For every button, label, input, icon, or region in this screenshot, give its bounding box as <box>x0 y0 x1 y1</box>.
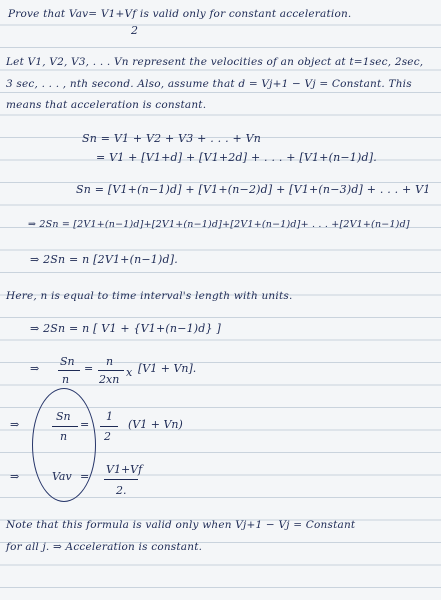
intro-line-1: Let V1, V2, V3, . . . Vn represent the velocities of an object at t=1sec, 2sec, <box>6 56 424 68</box>
step2-right-numerator: 1 <box>106 410 113 423</box>
step1-bracket: [V1 + Vn]. <box>138 362 197 375</box>
step2-right-denominator: 2 <box>104 430 111 443</box>
step3-right-bar <box>104 479 138 480</box>
step2-bracket: (V1 + Vn) <box>128 418 183 431</box>
step1-right-bar <box>98 370 124 371</box>
sum-definition: Sn = V1 + V2 + V3 + . . . + Vn <box>82 132 262 145</box>
step1-right-denominator: 2xn <box>99 373 120 386</box>
sum-reversed: Sn = [V1+(n−1)d] + [V1+(n−2)d] + [V1+(n−3)d] + . . . + V1 <box>76 183 431 196</box>
step2-right-bar <box>100 426 118 427</box>
step1-times: x <box>126 366 133 379</box>
step3-equals: = <box>80 470 90 483</box>
note-n-definition: Here, n is equal to time interval's length with units. <box>6 290 293 302</box>
step1-arrow: ⇒ <box>30 362 40 375</box>
step1-left-numerator: Sn <box>60 355 75 368</box>
step3-arrow: ⇒ <box>10 470 20 483</box>
double-sum-result: ⇒ 2Sn = n [2V1+(n−1)d]. <box>30 253 178 266</box>
title-line: Prove that Vav= V1+Vf is valid only for constant acceleration. <box>8 8 352 20</box>
step2-left-denominator: n <box>60 430 68 443</box>
conclusion-line-2: for all j. ⇒ Acceleration is constant. <box>6 541 203 553</box>
hand-drawn-circle <box>32 388 96 502</box>
step3-left: Vav <box>52 470 72 483</box>
step2-arrow: ⇒ <box>10 418 20 431</box>
step3-right-denominator: 2. <box>116 484 127 497</box>
title-fraction-denominator: 2 <box>131 24 138 37</box>
sum-expanded: = V1 + [V1+d] + [V1+2d] + . . . + [V1+(n−1)d]. <box>96 151 377 164</box>
double-sum-rewritten: ⇒ 2Sn = n [ V1 + {V1+(n−1)d} ] <box>30 322 221 335</box>
intro-line-2: 3 sec, . . . , nth second. Also, assume that d = Vj+1 − Vj = Constant. This <box>6 78 412 90</box>
step1-left-denominator: n <box>62 373 70 386</box>
step1-equals: = <box>84 362 94 375</box>
intro-line-3: means that acceleration is constant. <box>6 99 207 111</box>
conclusion-line-1: Note that this formula is valid only when Vj+1 − Vj = Constant <box>6 519 356 531</box>
step1-right-numerator: n <box>106 355 114 368</box>
step3-right-numerator: V1+Vf <box>106 463 143 476</box>
step2-left-numerator: Sn <box>56 410 71 423</box>
step2-equals: = <box>80 418 90 431</box>
step1-left-bar <box>58 370 80 371</box>
double-sum-expanded: ⇒ 2Sn = [2V1+(n−1)d]+[2V1+(n−1)d]+[2V1+(n−1)d]+ . . . +[2V1+(n−1)d] <box>28 219 410 230</box>
